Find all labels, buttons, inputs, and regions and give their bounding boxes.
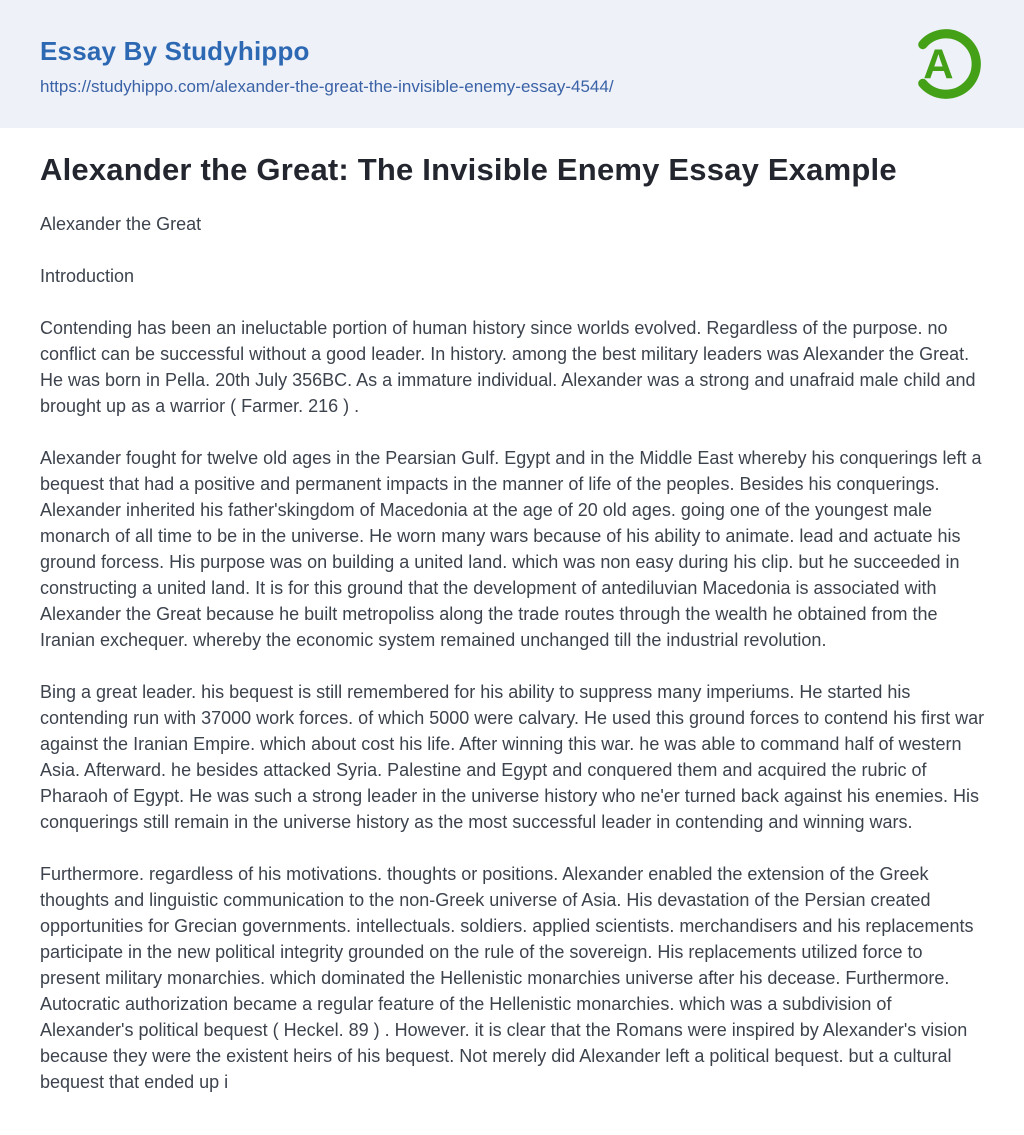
essay-title: Alexander the Great: The Invisible Enemy Essay Example	[40, 152, 897, 187]
essay-body	[40, 211, 986, 1095]
site-header	[0, 0, 1024, 128]
essay-paragraph: Bing a great leader. his bequest is still remembered for his ability to suppress many imperiums. He started his contending run with 37000 work forces. of which 5000 were calvary. He used this ground forces to contend his first war against the Iranian Empire. which about cost his life. After winning this war. he was able to command half of western Asia. Afterward. he besides attacked Syria. Palestine and Egypt and conquered them and acquired the rubric of Pharaoh of Egypt. He was such a strong leader in the universe history who ne'er turned back against his enemies. His conquerings still remain in the universe history as the most successful leader in contending and winning wars.	[40, 681, 985, 832]
essay-paragraph: Contending has been an ineluctable portion of human history since worlds evolved. Regardless of the purpose. no conflict can be successful without a good leader. In history. among the best military leaders was Alexander the Great. He was born in Pella. 20th July 356BC. As a immature individual. Alexander was a strong and unafraid male child and brought up as a warrior ( Farmer. 216 ) .	[40, 317, 976, 416]
site-title: Essay By Studyhippo	[40, 35, 310, 66]
logo-circle-a-icon	[904, 22, 988, 106]
essay-page	[0, 128, 1024, 1135]
studyhippo-logo	[904, 22, 988, 106]
essay-paragraph: Furthermore. regardless of his motivations. thoughts or positions. Alexander enabled the extension of the Greek thoughts and linguistic communication to the non-Greek universe of Asia. His devastation of the Persian created opportunities for Grecian governments. intellectuals. soldiers. applied scientists. merchandisers and his replacements participate in the new political integrity grounded on the rule of the sovereign. His replacements utilized force to present military monarchies. which dominated the Hellenistic monarchies universe after his decease. Furthermore. Autocratic authorization became a regular feature of the Hellenistic monarchies. which was a subdivision of Alexander's political bequest ( Heckel. 89 ) . However. it is clear that the Romans were inspired by Alexander's vision because they were the existent heirs of his bequest. Not merely did Alexander left a political bequest. but a cultural bequest that ended up i	[40, 863, 974, 1092]
essay-paragraph: Alexander the Great	[40, 213, 202, 234]
essay-paragraph: Alexander fought for twelve old ages in the Pearsian Gulf. Egypt and in the Middle East whereby his conquerings left a bequest that had a positive and permanent impacts in the manner of life of the peoples. Besides his conquerings. Alexander inherited his father'skingdom of Macedonia at the age of 20 old ages. going one of the youngest male monarch of all time to be in the universe. He worn many wars because of his ability to animate. lead and actuate his ground forcess. His purpose was on building a united land. which was non easy during his clip. but he succeeded in constructing a united land. It is for this ground that the development of antediluvian Macedonia is associated with Alexander the Great because he built metropoliss along the trade routes through the wealth he obtained from the Iranian exchequer. whereby the economic system remained unchanged till the industrial revolution.	[40, 447, 982, 650]
essay-url-link[interactable]: https://studyhippo.com/alexander-the-great-the-invisible-enemy-essay-4544/	[40, 76, 614, 96]
logo-letter: A	[923, 40, 954, 88]
essay-paragraph: Introduction	[40, 265, 135, 286]
header-text-block	[40, 32, 614, 97]
